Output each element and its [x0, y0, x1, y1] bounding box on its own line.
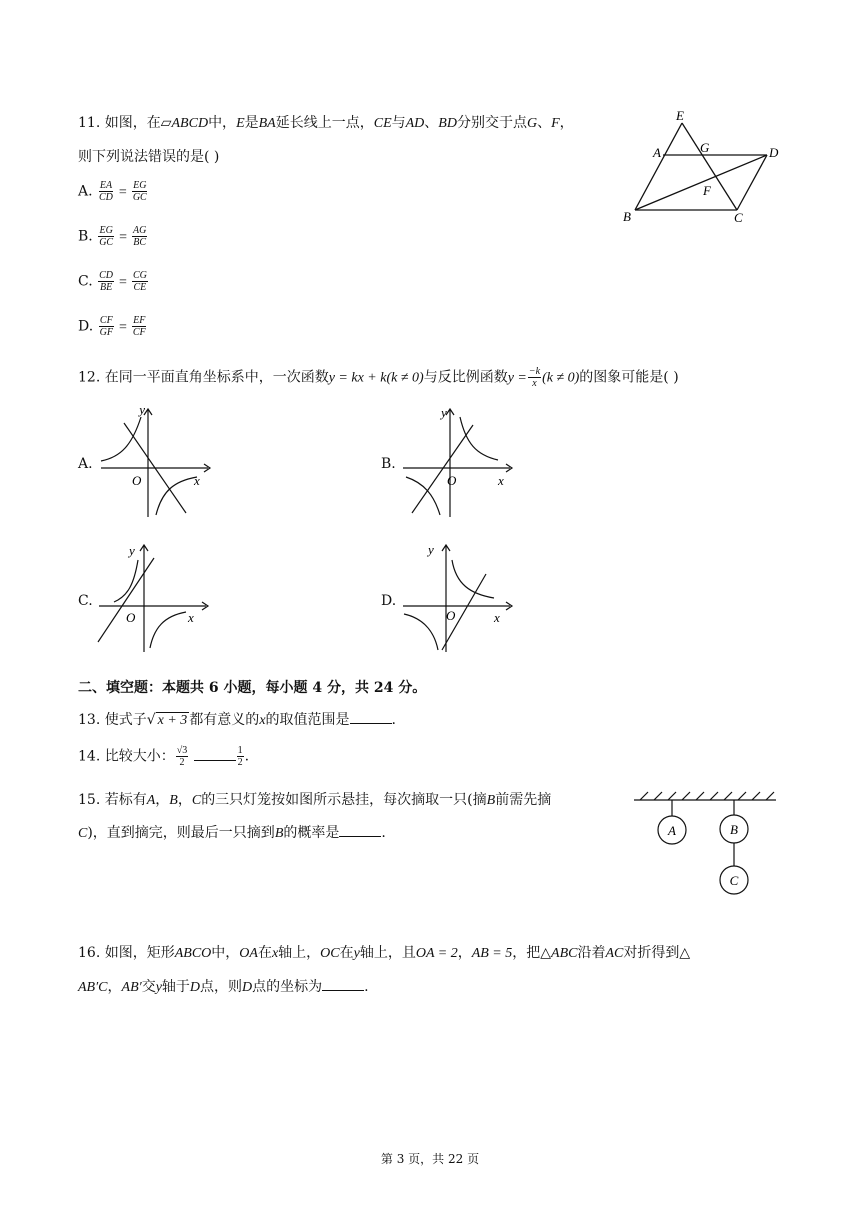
lantern-b-label: B: [730, 822, 738, 837]
q16-stem-line1: 16. 如图，矩形ABCO中，OA在x轴上，OC在y轴上，且OA = 2，AB = 5，把△ABC沿着AC对折得到△: [78, 945, 691, 961]
q11-stem-line1: 11. 如图，在▱ABCD中，E是BA延长线上一点，CE与AD、BD分别交于点G、F，: [78, 115, 574, 131]
q12-option-c-label: C.: [78, 593, 93, 609]
label-g: G: [700, 140, 710, 155]
svg-text:y: y: [428, 542, 434, 557]
svg-text:y: y: [441, 405, 447, 420]
page-footer: 第 3 页，共 22 页: [380, 1152, 480, 1166]
q14-stem: 14. 比较大小： $\frac{√3}{2}$ $\frac{1}{2}$ .: [78, 745, 250, 768]
q11-option-a: A. $\frac{EA}{CD}$ = $\frac{EG}{GC}$: [78, 180, 147, 203]
svg-text:y: y: [129, 543, 135, 558]
label-f: F: [703, 183, 711, 198]
hyperbola-branch-1: [460, 417, 498, 460]
svg-text:x: x: [188, 610, 194, 625]
q15-lantern-figure: [630, 790, 780, 900]
hyperbola-branch-1: [114, 560, 138, 602]
q13-stem: 13. 使式子√ x + 3 都有意义的x的取值范围是 .: [78, 712, 396, 728]
hyperbola-branch-2: [156, 477, 197, 515]
q15-answer-blank[interactable]: [339, 824, 381, 837]
q12-stem: 12. 在同一平面直角坐标系中，一次函数y = kx + k(k ≠ 0)与反比例函数y = $\frac{-k}{x}$ (k ≠ 0)的图象可能是( ): [78, 366, 679, 389]
q16-stem-line2: AB′C，AB′交y轴于D点，则D点的坐标为 .: [78, 979, 369, 995]
segment-dc: [737, 155, 767, 210]
svg-text:x: x: [498, 473, 504, 488]
svg-text:O: O: [126, 610, 136, 625]
svg-text:O: O: [447, 473, 457, 488]
lantern-c-label: C: [729, 873, 739, 888]
q13-answer-blank[interactable]: [350, 711, 392, 724]
hyperbola-branch-1: [452, 560, 494, 598]
section-2-heading: 二、填空题：本题共 6 小题，每小题 4 分，共 24 分。: [78, 680, 427, 696]
label-c: C: [734, 210, 743, 225]
x-label: x: [194, 473, 200, 488]
lantern-a-label: A: [668, 823, 676, 838]
q12-graph-b: [398, 405, 523, 520]
ceiling-hatching: [640, 792, 774, 800]
q12-option-b-label: B.: [381, 456, 396, 472]
q16-answer-blank[interactable]: [322, 978, 364, 991]
label-b: B: [623, 209, 631, 224]
q12-graph-a: [96, 405, 221, 520]
label-d: D: [769, 145, 779, 160]
q11-option-c: C. $\frac{CD}{BE}$ = $\frac{CG}{CE}$: [78, 270, 147, 293]
hyperbola-branch-2: [404, 614, 438, 650]
label-a: A: [653, 145, 661, 160]
hyperbola-branch-2: [406, 477, 440, 515]
q12-option-a-label: A.: [78, 456, 93, 472]
segment-bd: [635, 155, 767, 210]
q14-answer-blank[interactable]: [194, 748, 236, 761]
q12-graph-c: [94, 540, 219, 655]
segment-be: [635, 123, 682, 210]
linear-line: [98, 558, 154, 642]
svg-text:O: O: [446, 608, 456, 623]
q12-option-d-label: D.: [381, 593, 397, 609]
sqrt-sign: √: [146, 712, 156, 728]
origin-label: O: [132, 473, 142, 488]
q11-option-d: D. $\frac{CF}{GF}$ = $\frac{EF}{CF}$: [78, 315, 146, 338]
q12-graph-d: [398, 540, 523, 655]
q11-stem-line2: 则下列说法错误的是( ): [78, 149, 220, 165]
q11-option-b: B. $\frac{EG}{GC}$ = $\frac{AG}{BC}$: [78, 225, 147, 248]
hyperbola-branch-2: [150, 612, 186, 648]
q15-stem-line1: 15. 若标有A，B，C的三只灯笼按如图所示悬挂，每次摘取一只(摘B前需先摘: [78, 792, 552, 808]
y-label: y: [139, 405, 145, 417]
q15-stem-line2: C)，直到摘完，则最后一只摘到B的概率是 .: [78, 825, 386, 841]
linear-line: [412, 425, 473, 513]
q11-parallelogram-figure: [615, 105, 795, 230]
svg-text:x: x: [494, 610, 500, 625]
label-e: E: [676, 108, 684, 123]
parallelogram-symbol: ▱: [160, 115, 172, 131]
